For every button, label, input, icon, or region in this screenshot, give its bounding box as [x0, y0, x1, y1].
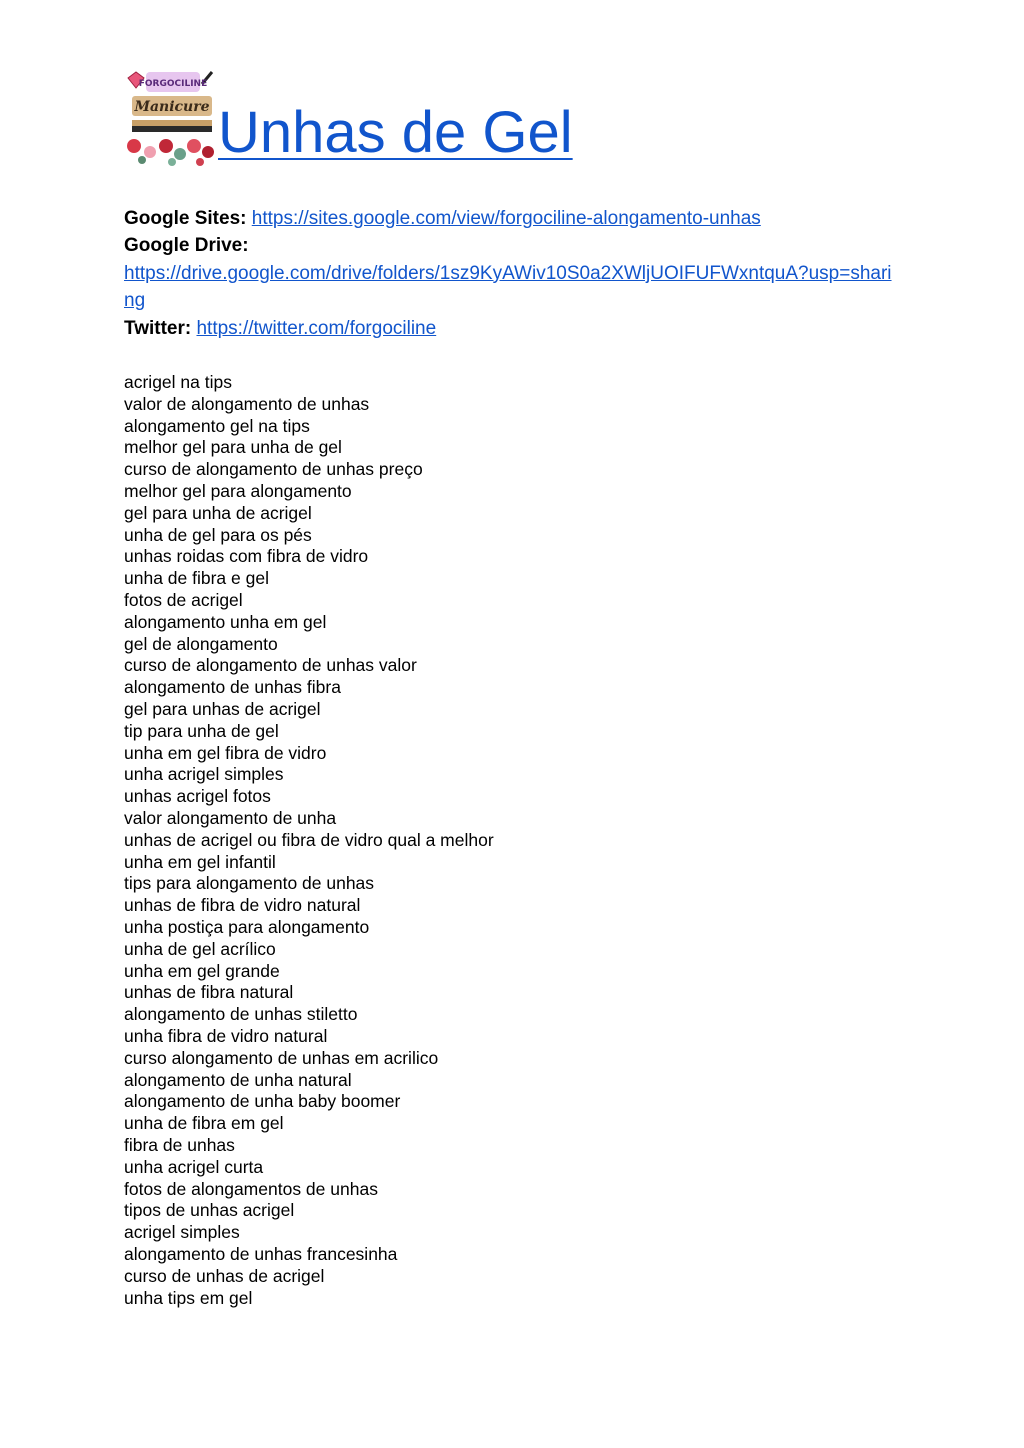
twitter-label: Twitter:: [124, 317, 192, 339]
links-section: [124, 205, 904, 342]
keyword-item: curso de alongamento de unhas valor: [124, 655, 417, 676]
forgociline-logo: [124, 68, 216, 166]
google-drive-row: [124, 232, 904, 314]
keyword-item: unha tips em gel: [124, 1287, 253, 1308]
keyword-item: unhas roidas com fibra de vidro: [124, 546, 369, 567]
keyword-item: alongamento unha em gel: [124, 611, 327, 632]
keyword-item: alongamento de unhas fibra: [124, 677, 341, 698]
keyword-item: alongamento de unhas stiletto: [124, 1004, 358, 1025]
google-sites-link[interactable]: https://sites.google.com/view/forgociline-alongamento-unhas: [251, 208, 761, 229]
keyword-item: gel para unha de acrigel: [124, 502, 312, 523]
keyword-item: unhas de fibra de vidro natural: [124, 895, 361, 916]
keyword-item: melhor gel para alongamento: [124, 481, 352, 502]
keyword-item: unha em gel fibra de vidro: [124, 742, 327, 763]
keyword-item: tips para alongamento de unhas: [124, 873, 375, 894]
title-row: [124, 62, 904, 166]
keyword-item: unha de fibra em gel: [124, 1113, 284, 1134]
keyword-item: alongamento de unha natural: [124, 1069, 352, 1090]
keyword-list: [124, 372, 904, 1309]
keyword-item: valor alongamento de unha: [124, 807, 337, 828]
page-title-link[interactable]: Unhas de Gel: [218, 100, 573, 165]
keyword-item: gel para unhas de acrigel: [124, 698, 321, 719]
keyword-item: fibra de unhas: [124, 1134, 235, 1155]
keyword-item: unha em gel grande: [124, 960, 280, 981]
twitter-link[interactable]: https://twitter.com/forgociline: [196, 317, 437, 339]
google-sites-label: Google Sites:: [124, 208, 247, 229]
document-page: [124, 62, 904, 1327]
keyword-item: alongamento gel na tips: [124, 415, 310, 436]
keyword-item: fotos de alongamentos de unhas: [124, 1178, 378, 1199]
keyword-item: alongamento de unha baby boomer: [124, 1091, 401, 1112]
keyword-item: valor de alongamento de unhas: [124, 393, 370, 414]
keyword-item: unha acrigel curta: [124, 1156, 264, 1177]
keyword-item: tipos de unhas acrigel: [124, 1200, 295, 1221]
keyword-item: curso alongamento de unhas em acrilico: [124, 1047, 439, 1068]
twitter-row: [124, 315, 904, 342]
keyword-item: gel de alongamento: [124, 633, 278, 654]
keyword-item: unha em gel infantil: [124, 851, 276, 872]
keyword-item: alongamento de unhas francesinha: [124, 1243, 398, 1264]
keyword-item: unha acrigel simples: [124, 764, 284, 785]
keyword-item: curso de unhas de acrigel: [124, 1265, 325, 1286]
logo-graphic: [124, 68, 216, 166]
google-sites-row: [124, 205, 904, 232]
keyword-item: acrigel simples: [124, 1222, 240, 1243]
keyword-item: acrigel na tips: [124, 372, 232, 393]
keyword-item: unha de gel para os pés: [124, 524, 312, 545]
logo-text-top: FORGOCILINE: [138, 79, 208, 89]
keyword-item: fotos de acrigel: [124, 590, 243, 610]
keyword-item: unhas de fibra natural: [124, 982, 294, 1003]
google-drive-link[interactable]: https://drive.google.com/drive/folders/1sz9KyAWiv10S0a2XWljUOIFUFWxntquA?usp=sharing: [124, 262, 892, 312]
keyword-item: unha postiça para alongamento: [124, 916, 370, 937]
keyword-item: tip para unha de gel: [124, 720, 279, 741]
logo-text-bottom: Manicure: [134, 99, 210, 115]
keyword-item: unhas acrigel fotos: [124, 786, 271, 807]
keyword-item: unha fibra de vidro natural: [124, 1025, 328, 1046]
google-drive-label: Google Drive:: [124, 235, 249, 257]
keyword-item: unha de gel acrílico: [124, 938, 276, 959]
keyword-item: curso de alongamento de unhas preço: [124, 459, 423, 480]
keyword-item: unhas de acrigel ou fibra de vidro qual a melhor: [124, 829, 494, 850]
keyword-item: unha de fibra e gel: [124, 568, 269, 589]
keyword-item: melhor gel para unha de gel: [124, 437, 342, 458]
